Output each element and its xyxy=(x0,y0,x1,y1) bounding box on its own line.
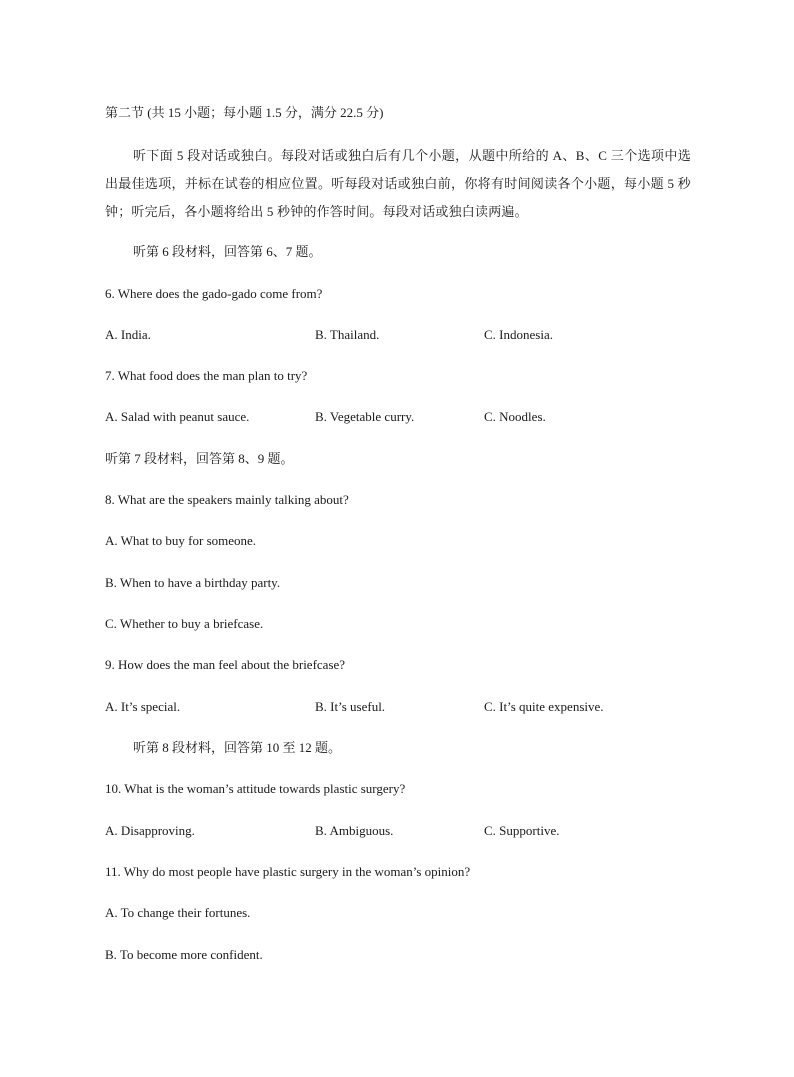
question-7-stem: 7. What food does the man plan to try? xyxy=(105,368,308,383)
section-instructions: 听下面 5 段对话或独白。每段对话或独白后有几个小题，从题中所给的 A、B、C 三个选项中选出最佳选项，并标在试卷的相应位置。听每段对话或独白前，你将有时间阅读各个小题，每小题 5 秒钟；听完后，各小题将给出 5 秒钟的作答时间。每段对话或独白读两遍。 xyxy=(105,148,691,219)
question-9-option-a: A. It’s special. xyxy=(105,699,181,714)
question-9-option-b: B. It’s useful. xyxy=(315,699,386,714)
question-6-option-b: B. Thailand. xyxy=(315,327,380,342)
question-10-stem: 10. What is the woman’s attitude towards plastic surgery? xyxy=(105,781,406,796)
question-7-option-a: A. Salad with peanut sauce. xyxy=(105,409,250,424)
question-9-option-c: C. It’s quite expensive. xyxy=(484,699,604,714)
question-11-option-a: A. To change their fortunes. xyxy=(105,905,251,920)
question-9-stem: 9. How does the man feel about the briefcase? xyxy=(105,657,346,672)
question-6-option-c: C. Indonesia. xyxy=(484,327,553,342)
question-11-stem: 11. Why do most people have plastic surgery in the woman’s opinion? xyxy=(105,864,471,879)
section-heading: 第二节 (共 15 小题；每小题 1.5 分，满分 22.5 分) xyxy=(105,105,384,120)
question-7-option-b: B. Vegetable curry. xyxy=(315,409,415,424)
question-8-option-c: C. Whether to buy a briefcase. xyxy=(105,616,264,631)
question-8-stem: 8. What are the speakers mainly talking about? xyxy=(105,492,349,507)
material-6-header: 听第 6 段材料，回答第 6、7 题。 xyxy=(133,244,322,259)
material-7-header: 听第 7 段材料，回答第 8、9 题。 xyxy=(105,451,294,466)
question-6-stem: 6. Where does the gado-gado come from? xyxy=(105,286,323,301)
material-8-header: 听第 8 段材料，回答第 10 至 12 题。 xyxy=(133,740,342,755)
question-10-option-a: A. Disapproving. xyxy=(105,823,195,838)
question-6-option-a: A. India. xyxy=(105,327,151,342)
question-8-option-b: B. When to have a birthday party. xyxy=(105,575,281,590)
question-10-option-c: C. Supportive. xyxy=(484,823,560,838)
question-7-option-c: C. Noodles. xyxy=(484,409,546,424)
question-8-option-a: A. What to buy for someone. xyxy=(105,533,257,548)
question-10-option-b: B. Ambiguous. xyxy=(315,823,394,838)
question-11-option-b: B. To become more confident. xyxy=(105,947,263,962)
